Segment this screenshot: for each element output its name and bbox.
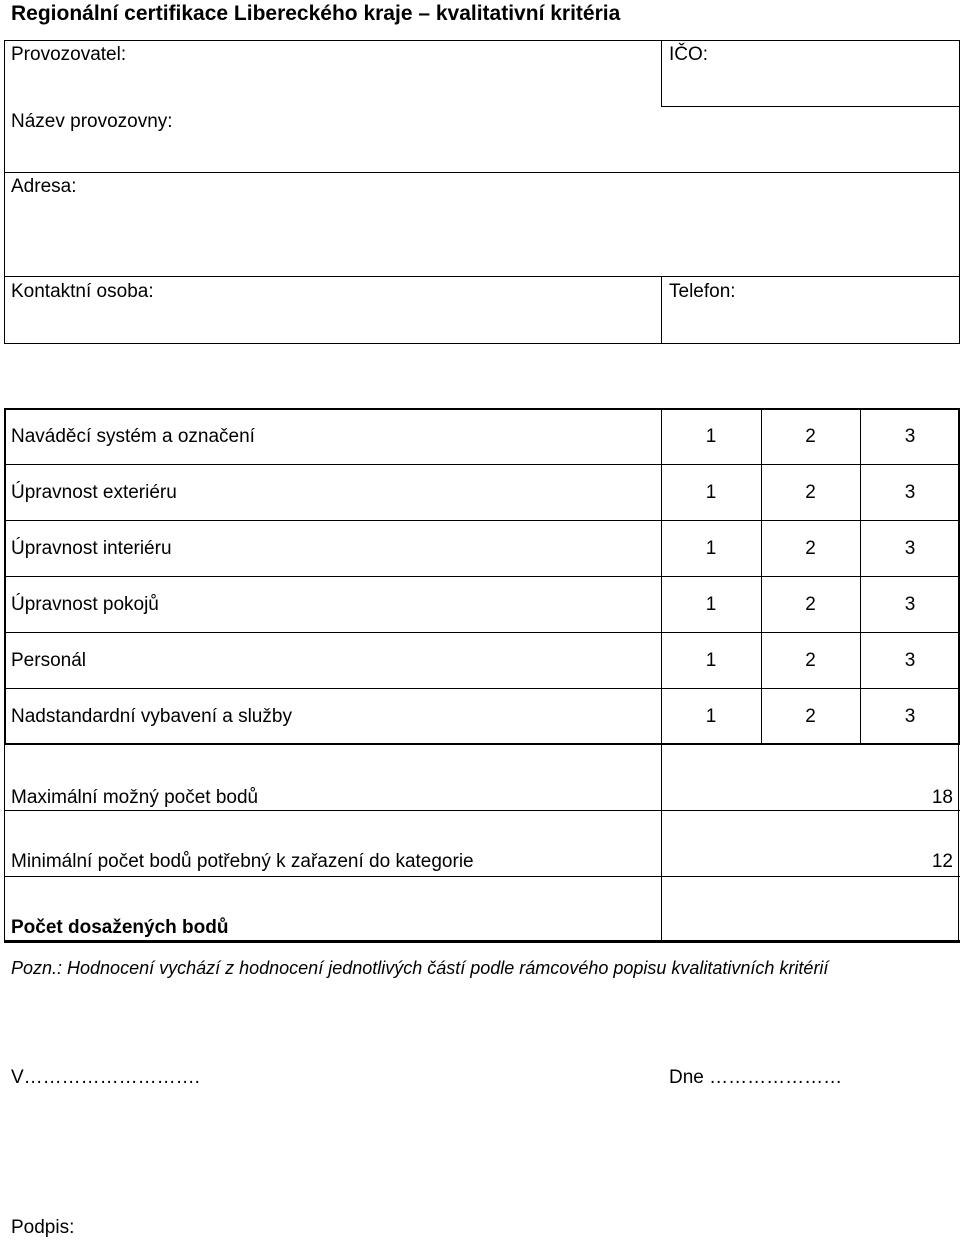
score-2[interactable]: 2: [805, 650, 816, 671]
criteria-row-divider: [4, 632, 960, 633]
place-line: V……………………….: [11, 1067, 200, 1088]
score-3[interactable]: 3: [904, 538, 916, 559]
achieved-points-label: Počet dosažených bodů: [11, 917, 229, 938]
summary-row-divider: [4, 876, 960, 877]
score-3[interactable]: 3: [904, 594, 916, 615]
criteria-row-divider: [4, 520, 960, 521]
summary-bottom-border: [4, 940, 960, 943]
operator-label: Provozovatel:: [11, 44, 127, 65]
summary-column-divider: [661, 745, 662, 942]
score-3[interactable]: 3: [904, 650, 916, 671]
score-3[interactable]: 3: [904, 426, 916, 447]
score-1[interactable]: 1: [705, 650, 717, 671]
phone-label: Telefon:: [669, 281, 736, 302]
address-label: Adresa:: [11, 176, 77, 197]
score-2[interactable]: 2: [805, 482, 816, 503]
date-line: Dne …………………: [669, 1067, 843, 1088]
score-1[interactable]: 1: [705, 482, 717, 503]
criteria-row-label: Úpravnost pokojů: [11, 594, 159, 615]
score-2[interactable]: 2: [805, 706, 816, 727]
criteria-row-divider: [4, 688, 960, 689]
header-divider: [4, 276, 960, 277]
score-3[interactable]: 3: [904, 482, 916, 503]
document-title: Regionální certifikace Libereckého kraje – kvalitativní kritéria: [11, 2, 621, 25]
max-points-label: Maximální možný počet bodů: [11, 787, 259, 808]
score-1[interactable]: 1: [705, 594, 717, 615]
criteria-row-label: Naváděcí systém a označení: [11, 426, 255, 447]
score-2[interactable]: 2: [805, 538, 816, 559]
score-3[interactable]: 3: [904, 706, 916, 727]
max-points-value: 18: [931, 787, 953, 808]
min-points-value: 12: [931, 851, 953, 872]
score-1[interactable]: 1: [705, 426, 717, 447]
ico-label: IČO:: [669, 44, 709, 65]
note-text: Pozn.: Hodnocení vychází z hodnocení jednotlivých částí podle rámcového popisu kvalitativních kritérií: [11, 958, 829, 978]
header-divider: [661, 276, 662, 344]
header-divider: [661, 40, 662, 106]
summary-left-border: [4, 745, 5, 942]
criteria-row-divider: [4, 576, 960, 577]
criteria-row-label: Nadstandardní vybavení a služby: [11, 706, 292, 727]
summary-right-border: [958, 745, 959, 942]
contact-person-label: Kontaktní osoba:: [11, 281, 154, 302]
score-1[interactable]: 1: [705, 706, 717, 727]
criteria-row-label: Úpravnost interiéru: [11, 538, 172, 559]
min-points-label: Minimální počet bodů potřebný k zařazení do kategorie: [11, 851, 474, 872]
header-divider: [4, 172, 960, 173]
score-2[interactable]: 2: [805, 426, 816, 447]
header-divider: [661, 106, 960, 107]
criteria-row-label: Personál: [11, 650, 86, 671]
signature-label: Podpis:: [11, 1217, 75, 1238]
score-2[interactable]: 2: [805, 594, 816, 615]
criteria-row-label: Úpravnost exteriéru: [11, 482, 177, 503]
score-1[interactable]: 1: [705, 538, 717, 559]
summary-row-divider: [4, 810, 960, 811]
establishment-name-label: Název provozovny:: [11, 111, 173, 132]
criteria-row-divider: [4, 464, 960, 465]
